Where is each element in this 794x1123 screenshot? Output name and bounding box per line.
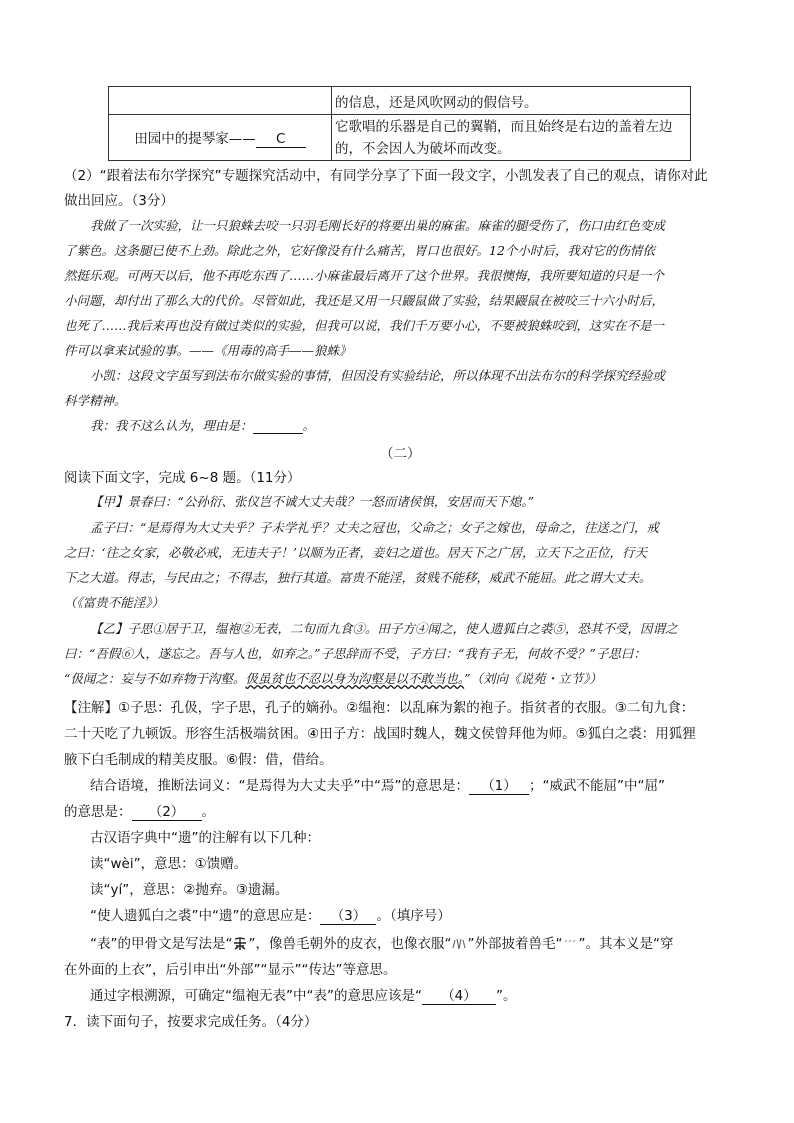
comparison-table — [108, 86, 691, 161]
dict-intro: 古汉语字典中“遗”的注解有以下几种： — [90, 830, 320, 846]
passage-jia-line: 【甲】景春曰：“公孙衍、张仪岂不诚大丈夫哉？一怒而诸侯惧，安居而天下熄。” — [90, 494, 535, 509]
question-2-line: （2）“跟着法布尔学探究”专题探究活动中，有同学分享了下面一段文字，小凯发表了自己的观点，请你对此 — [64, 168, 708, 184]
passage-line: 小问题，却付出了那么大的代价。尽管如此，我还是又用一只鼹鼠做了实验，结果鼹鼠在被咬三十六小时后， — [64, 293, 665, 308]
q6-text: “表”的甲骨文是写法是“ — [90, 936, 233, 952]
answer-blank-2[interactable]: （2） — [132, 800, 202, 821]
question-7: 7．读下面句子，按要求完成任务。（4分） — [64, 1014, 318, 1030]
passage-yi-line — [64, 669, 602, 687]
q6-text: ”外部披着兽毛“ — [467, 936, 563, 952]
yi-wavy-sentence: 伋虽贫也不忍以身为沟壑是以不敢当也。 — [245, 671, 465, 686]
passage-line: 然挺乐观。可两天以后，他不再吃东西了……小麻雀最后离开了这个世界。我很懊悔，我所要知道的只是一个 — [64, 268, 665, 283]
section-intro: 阅读下面文字，完成 6~8 题。（11分） — [64, 470, 301, 486]
yi-source: ”（刘向《说苑・立节》） — [464, 671, 602, 686]
xiaokai-opinion: 科学精神。 — [64, 393, 127, 408]
q6-text: ”，像兽毛朝外的皮衣，也像衣服“ — [248, 936, 452, 952]
yi-text: “伋闻之：妄与不如弃物于沟壑。 — [64, 671, 246, 686]
passage-line: 件可以拿来试验的事。——《用毒的高手——狼蛛》 — [64, 343, 352, 358]
dict-reading-2: 读“yí”，意思：②抛弃。③遗漏。 — [90, 882, 289, 898]
passage-line: 了紫色。这条腿已使不上劲。除此之外，它好像没有什么痛苦，胃口也很好。12个小时后，我对它的伤情依 — [64, 243, 655, 258]
q6-line — [90, 984, 516, 1005]
table-label: 田园中的提琴家—— — [134, 131, 256, 147]
passage-line: 我做了一次实验，让一只狼蛛去咬一只羽毛刚长好的将要出巢的麻雀。麻雀的腿受伤了，伤口由红色变成 — [90, 218, 666, 233]
answer-blank-4[interactable]: （4） — [422, 984, 496, 1005]
notes-line: 腋下白毛制成的精美皮服。⑥假：借，借给。 — [64, 752, 333, 768]
section-heading: （二） — [380, 446, 421, 462]
table-text: 的信息，还是风吹网动的假信号。 — [335, 94, 538, 111]
my-response — [90, 416, 315, 434]
oracle-bone-clothing-icon — [451, 937, 467, 951]
passage-line: 也死了……我后来再也没有做过类似的实验，但我可以说，我们千万要小心，不要被狼蛛咬到，这实在不是一 — [64, 318, 665, 333]
passage-yi-line: 【乙】子思①居于卫，缊袍②无表，二旬而九食③。田子方④闻之，使人遗狐白之裘⑤，恐其不受，因谓之 — [90, 621, 678, 636]
q6-text: 结合语境，推断法词义：“是焉得为大丈夫乎”中“焉”的意思是： — [90, 778, 469, 794]
table-cell — [332, 115, 691, 161]
passage-jia-source: （《富贵不能淫》） — [64, 595, 165, 610]
xiaokai-opinion: 小凯：这段文字虽写到法布尔做实验的事情，但因没有实验结论，所以体现不出法布尔的科学探究经验或 — [90, 368, 666, 383]
oracle-bone-biao-icon — [232, 937, 248, 951]
question-2-line: 做出回应。（3分） — [64, 193, 174, 209]
q6-line: 在外面的上衣”，后引申出“外部”“显示”“传达”等意思。 — [64, 962, 397, 978]
q6-text: ；“威武不能屈”中“屈” — [528, 778, 665, 794]
dict-reading-1: 读“wèi”，意思：①馈赠。 — [90, 856, 248, 872]
table-text: 的，不会因人为破坏而改变。 — [335, 140, 511, 157]
notes-line: 【注解】①子思：孔伋，字子思，孔子的嫡孙。②缊袍：以乱麻为絮的袍子。指贫者的衣服。③二旬九食： — [64, 700, 695, 716]
q6-line — [90, 932, 673, 952]
q6-text: ”。其本义是“穿 — [578, 936, 674, 952]
q6-text: “使人遗狐白之裘”中“遗”的意思应是： — [90, 908, 321, 924]
response-suffix: 。 — [302, 418, 316, 433]
q6-text: 。（填序号） — [376, 908, 451, 924]
table-cell — [109, 115, 332, 161]
response-prefix: 我：我不这么认为，理由是： — [90, 418, 253, 433]
oracle-bone-fur-icon — [562, 937, 578, 951]
table-cell — [332, 87, 691, 115]
q6-text: 的意思是： — [64, 804, 132, 820]
response-blank[interactable] — [253, 418, 303, 434]
table-text: 它歌唱的乐器是自己的翼鞘，而且始终是右边的盖着左边 — [335, 118, 673, 135]
table-cell-empty — [109, 87, 332, 115]
passage-jia-line: 之曰：‘往之女家，必敬必戒，无违夫子！’以顺为正者，妾妇之道也。居天下之广居，立天下之正位，行天 — [64, 545, 647, 560]
answer-blank-3[interactable]: （3） — [320, 904, 376, 925]
passage-jia-line: 下之大道。得志，与民由之；不得志，独行其道。富贵不能淫，贫贱不能移，威武不能屈。此之谓大丈夫。 — [64, 570, 652, 585]
passage-yi-line: 曰：“吾假⑥人，遂忘之。吾与人也，如弃之。”子思辞而不受，子方曰：“我有子无，何故不受？”子思曰： — [64, 646, 646, 661]
q6-text: 。 — [201, 804, 215, 820]
table-blank: C — [256, 131, 306, 148]
q6-text: ”。 — [495, 988, 517, 1004]
passage-jia-line: 孟子曰：“是焉得为大丈夫乎？子未学礼乎？丈夫之冠也，父命之；女子之嫁也，母命之，往送之门，戒 — [90, 520, 659, 535]
answer-blank-1[interactable]: （1） — [469, 774, 529, 795]
q6-line — [64, 800, 215, 821]
q6-text: 通过字根溯源，可确定“缊袍无表”中“表”的意思应该是“ — [90, 988, 422, 1004]
notes-line: 二十天吃了九顿饭。形容生活极端贫困。④田子方：战国时魏人，魏文侯曾拜他为师。⑤狐白之裘：用狐狸 — [64, 726, 696, 742]
q6-line — [90, 774, 665, 795]
q6-line — [90, 904, 451, 925]
